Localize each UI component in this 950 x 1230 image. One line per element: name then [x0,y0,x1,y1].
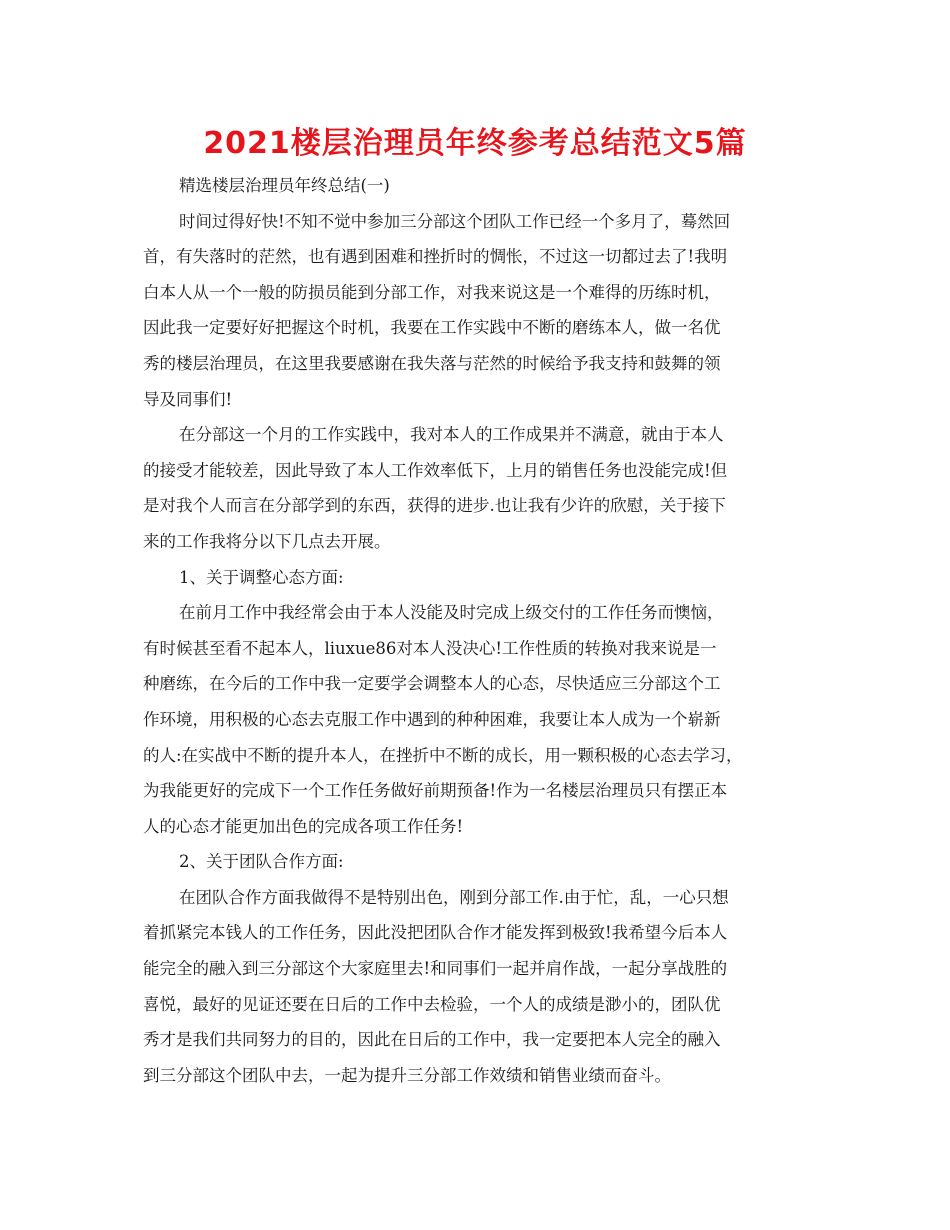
text-line: 因此我一定要好好把握这个时机，我要在工作实践中不断的磨练本人，做一名优 [143,318,721,338]
text-line: 的接受才能较差，因此导致了本人工作效率低下，上月的销售任务也没能完成!但 [143,460,728,480]
text-line: 精选楼层治理员年终总结(一) [179,176,390,195]
text-line: 秀才是我们共同努力的目的，因此在日后的工作中，我一定要把本人完全的融入 [143,1030,721,1050]
text-line: 有时候甚至看不起本人，liuxue86对本人没决心!工作性质的转换对我来说是一 [143,638,717,658]
text-line: 首，有失落时的茫然，也有遇到困难和挫折时的惆怅，不过这一切都过去了!我明 [143,247,728,267]
text-line: 的人:在实战中不断的提升本人，在挫折中不断的成长，用一颗积极的心态去学习， [143,745,743,765]
text-line: 来的工作我将分以下几点去开展。 [143,531,391,551]
document-title: 2021楼层治理员年终参考总结范文5篇 [203,126,747,161]
text-line: 白本人从一个一般的防损员能到分部工作，对我来说这是一个难得的历练时机， [143,282,721,302]
text-line: 秀的楼层治理员，在这里我要感谢在我失落与茫然的时候给予我支持和鼓舞的领 [143,353,721,373]
text-line: 是对我个人而言在分部学到的东西，获得的进步.也让我有少许的欣慰，关于接下 [143,496,726,516]
text-line: 喜悦，最好的见证还要在日后的工作中去检验，一个人的成绩是渺小的，团队优 [143,994,721,1014]
text-line: 到三分部这个团队中去，一起为提升三分部工作效绩和销售业绩而奋斗。 [143,1065,671,1085]
text-line: 着抓紧完本钱人的工作任务，因此没把团队合作才能发挥到极致!我希望今后本人 [143,923,728,943]
text-line: 在团队合作方面我做得不是特别出色，刚到分部工作.由于忙，乱，一心只想 [179,887,729,907]
text-line: 能完全的融入到三分部这个大家庭里去!和同事们一起并肩作战，一起分享战胜的 [143,959,728,979]
text-line: 1、关于调整心态方面: [179,567,344,587]
text-line: 2、关于团队合作方面: [179,852,344,872]
text-line: 在前月工作中我经常会由于本人没能及时完成上级交付的工作任务而懊恼， [179,603,724,623]
document-body [143,168,833,1093]
text-line: 导及同事们! [143,389,233,409]
text-line: 在分部这一个月的工作实践中，我对本人的工作成果并不满意，就由于本人 [179,425,724,445]
text-line: 人的心态才能更加出色的完成各项工作任务! [143,816,464,836]
text-line: 时间过得好快!不知不觉中参加三分部这个团队工作已经一个多月了，蓦然回 [179,211,731,231]
text-line: 为我能更好的完成下一个工作任务做好前期预备!作为一名楼层治理员只有摆正本 [143,781,728,801]
text-line: 作环境，用积极的心态去克服工作中遇到的种种困难，我要让本人成为一个崭新 [143,709,721,729]
text-line: 种磨练，在今后的工作中我一定要学会调整本人的心态，尽快适应三分部这个工 [143,674,721,694]
